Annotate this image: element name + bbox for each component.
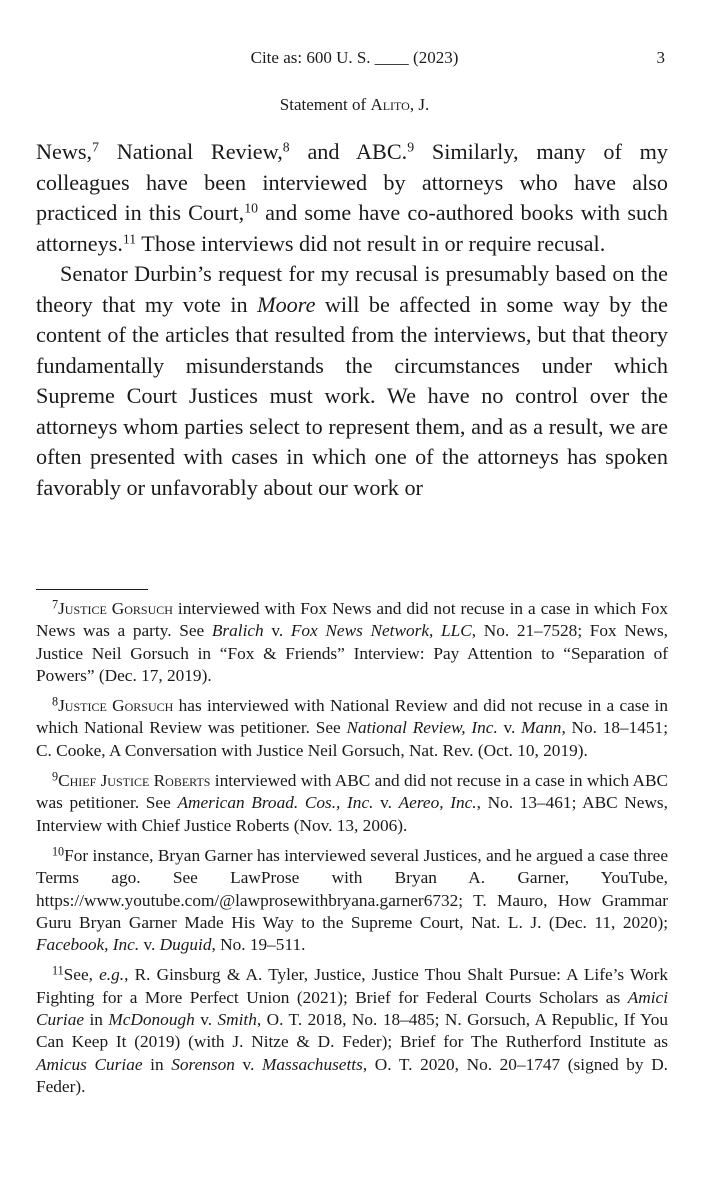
footnote-number: 10 — [52, 844, 65, 859]
statement-name: Alito — [370, 95, 410, 114]
text-run: Similarly, many of my colleagues have been interviewed by attorneys who have also practiced in this Court, — [36, 139, 668, 225]
footnotes — [36, 598, 668, 1106]
text-run: News, — [36, 139, 93, 164]
amici-term: Amici Curiae — [36, 987, 668, 1030]
case-name: Aereo, Inc. — [398, 793, 477, 813]
text-run: in — [84, 1010, 109, 1030]
text-run: Those interviews did not result in or require recusal. — [136, 230, 606, 256]
case-name: Sorenson — [171, 1054, 235, 1074]
citation-line: Cite as: 600 U. S. ____ (2023) — [250, 48, 459, 67]
text-run: National Review, — [98, 139, 283, 164]
case-name: National Review, Inc. — [346, 718, 498, 738]
text-run: , No. 21–7528; Fox News, Justice Neil Gorsuch in “Fox & Friends” Interview: Pay Attention to “Separation of Powers” (Dec. 17, 2019). — [36, 621, 669, 685]
footnote-number: 9 — [52, 769, 59, 784]
page-header — [0, 48, 709, 74]
footnote-10 — [36, 845, 668, 956]
text-run: has interviewed with National Review and did not recuse in a case in which National Review was petitioner. See — [36, 696, 668, 738]
text-run: , No. 13–461; ABC News, Interview with Chief Justice Roberts (Nov. 13, 2006). — [36, 793, 668, 835]
text-run: See, — [63, 965, 100, 985]
statement-suffix: , J. — [409, 95, 430, 114]
statement-prefix: Statement of — [279, 95, 371, 114]
footnote-number: 11 — [52, 964, 64, 979]
text-run: , No. 19–511. — [211, 935, 306, 955]
text-run: interviewed with ABC and did not recuse in a case in which ABC was petitioner. See — [36, 771, 669, 813]
footnote-7 — [36, 598, 668, 687]
footnote-ref-7[interactable]: 7 — [92, 139, 99, 155]
case-name: Mann — [521, 718, 562, 738]
case-name: Bralich — [211, 621, 264, 641]
justice-name: Justice Gorsuch — [58, 696, 174, 716]
footnote-8 — [36, 695, 668, 762]
footnote-number: 7 — [52, 597, 59, 612]
footnote-ref-8[interactable]: 8 — [282, 139, 290, 155]
text-run: , R. Ginsburg & A. Tyler, Justice, Justice Thou Shalt Pursue: A Life’s Work Fighting for a More Perfect Union (2021); Brief for Federal Courts Scholars as — [36, 965, 668, 1007]
text-run: For instance, Bryan Garner has interviewed several Justices, and he argued a case three Terms ago. See LawProse with Bryan A. Garner, YouTube, https://www.youtube.com/@lawprosewithbryana.garner6732; T. Mauro, How Grammar Guru Bryan Garner Made His Way to the Supreme Court, Nat. L. J. (Dec. 11, 2020); — [36, 845, 668, 932]
case-name: American Broad. Cos., Inc. — [177, 793, 374, 813]
footnote-ref-11[interactable]: 11 — [122, 230, 137, 246]
amicus-term: Amicus Curiae — [36, 1054, 143, 1074]
footnote-9 — [36, 770, 668, 837]
text-run: v. — [373, 793, 399, 813]
text-run: v. — [497, 718, 522, 738]
text-run: and some have co-authored books with such attorneys. — [36, 200, 668, 256]
text-run: , No. 18–1451; C. Cooke, A Conversation with Justice Neil Gorsuch, Nat. Rev. (Oct. 10, 2019). — [36, 718, 669, 760]
text-run: v. — [139, 935, 160, 955]
page-number: 3 — [656, 48, 665, 67]
text-run: , O. T. 2020, No. 20–1747 (signed by D. Feder). — [36, 1054, 668, 1096]
case-name-moore: Moore — [257, 291, 316, 317]
opinion-body — [36, 137, 668, 503]
paragraph-1 — [36, 137, 668, 259]
statement-heading — [0, 95, 709, 115]
text-run: in — [142, 1054, 172, 1074]
paragraph-2 — [36, 259, 668, 503]
text-run: v. — [234, 1054, 262, 1074]
case-name: Fox News Network, LLC — [290, 621, 472, 641]
footnote-number: 8 — [52, 694, 59, 709]
case-name: Massachusetts — [262, 1054, 363, 1074]
case-name: McDonough — [108, 1010, 195, 1030]
text-run: Senator Durbin’s request for my recusal is presumably based on the theory that my vote in — [36, 261, 668, 317]
footnote-11 — [36, 964, 668, 1098]
footnote-divider — [36, 589, 148, 590]
text-run: interviewed with Fox News and did not recuse in a case in which Fox News was a party. See — [36, 599, 668, 641]
case-name: Smith — [217, 1010, 257, 1030]
footnote-ref-9[interactable]: 9 — [407, 139, 415, 155]
footnote-ref-10[interactable]: 10 — [244, 200, 258, 216]
text-run: v. — [194, 1010, 218, 1030]
text-run: and ABC. — [289, 139, 408, 164]
text-run: will be affected in some way by the content of the articles that resulted from the interviews, but that theory fundamentally misunderstands the circumstances under which Supreme Court Justices must work. We have no control over the attorneys whom parties select to represent them, and as a result, we are often presented with cases in which one of the attorneys has spoken favorably or unfavorably about our work or — [36, 291, 668, 500]
justice-name: Chief Justice Roberts — [58, 771, 211, 791]
signal-term: e.g. — [99, 965, 125, 985]
case-name: Duguid — [159, 935, 212, 955]
justice-name: Justice Gorsuch — [58, 599, 173, 618]
text-run: , O. T. 2018, No. 18–485; N. Gorsuch, A Republic, If You Can Keep It (2019) (with J. Nitze & D. Feder); Brief for The Rutherford Institute as — [36, 1010, 668, 1052]
case-name: Facebook, Inc. — [36, 935, 140, 955]
text-run: v. — [263, 621, 291, 641]
